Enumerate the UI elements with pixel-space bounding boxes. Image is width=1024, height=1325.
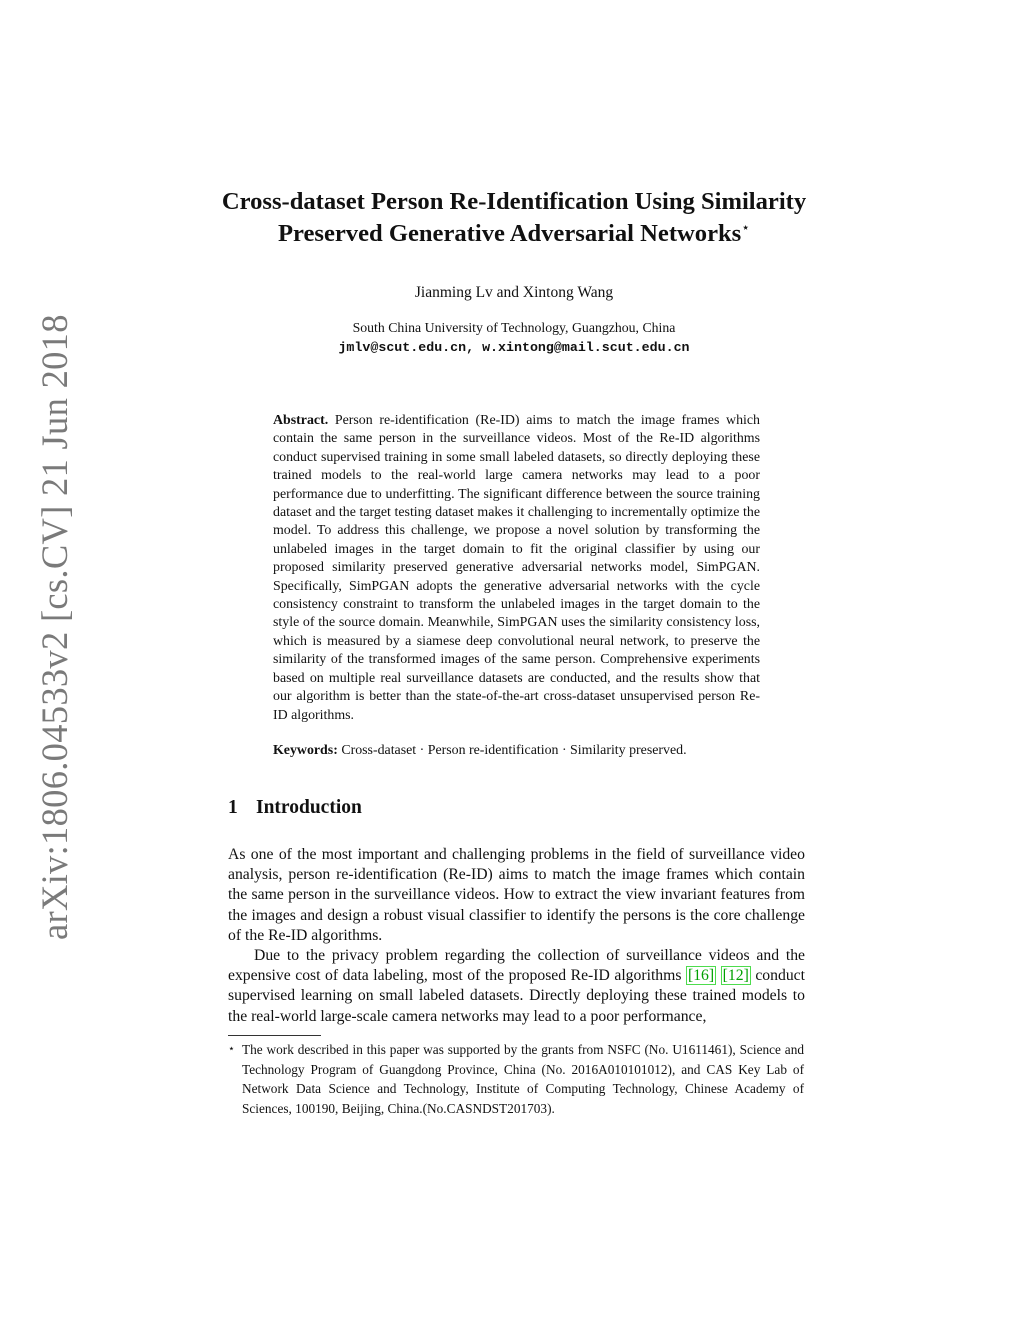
section-heading-introduction	[228, 797, 362, 819]
paragraph-2-text-before: Due to the privacy problem regarding the collection of surveillance videos and the expensive cost of data labeling, most of the proposed Re-ID algorithms	[228, 947, 805, 985]
affiliation: South China University of Technology, Guangzhou, China	[352, 320, 676, 335]
intro-paragraph-2	[228, 946, 805, 1027]
keywords	[273, 742, 760, 760]
paragraph-2-text-after: conduct supervised learning on small labeled datasets. Directly deploying these trained models to the real-world large-scale camera networks may lead to a poor performance,	[228, 967, 805, 1025]
author-list: Jianming Lv and Xintong Wang	[414, 284, 614, 301]
abstract-label: Abstract.	[273, 413, 329, 428]
footnote-text: The work described in this paper was supported by the grants from NSFC (No. U1611461), Science and Technology Program of Guangdong Province, China (No. 2016A010101012), and CAS Key Lab of Network Data Science and Technology, Institute of Computing Technology, Chinese Academy of Sciences, 100190, Beijing, China.(No.CASNDST201703).	[242, 1042, 804, 1116]
section-number: 1	[228, 797, 238, 818]
abstract-text: Person re-identification (Re-ID) aims to match the image frames which contain the same person in the surveillance videos. Most of the Re-ID algorithms conduct supervised training in some small labeled datasets, so directly deploying these trained models to the real-world large camera networks may lead to a poor performance due to underfitting. The significant difference between the source training dataset and the target testing dataset makes it challenging to incrementally optimize the model. To address this challenge, we propose a novel solution by transforming the unlabeled images in the target domain to fit the original classifier by using our proposed similarity preserved generative adversarial networks model, SimPGAN. Specifically, SimPGAN adopts the generative adversarial networks with the cycle consistency constraint to transform the unlabeled images in the target domain to the style of the source domain. Meanwhile, SimPGAN uses the similarity consistency loss, which is measured by a siamese deep convolutional neural network, to preserve the similarity of the transformed images of the same person. Comprehensive experiments based on multiple real surveillance datasets are conducted, and the results show that our algorithm is better than the state-of-the-art cross-dataset unsupervised person Re-ID algorithms.	[273, 413, 760, 723]
arxiv-identifier-stamp: arXiv:1806.04533v2 [cs.CV] 21 Jun 2018	[34, 314, 75, 940]
author-emails: jmlv@scut.edu.cn, w.xintong@mail.scut.edu.cn	[338, 340, 690, 355]
intro-paragraph-1: As one of the most important and challenging problems in the field of surveillance video analysis, person re-identification (Re-ID) aims to match the image frames which contain the same person in the surveillance videos. How to extract the view invariant features from the images and design a robust visual classifier to identify the persons is the core challenge of the Re-ID algorithms.	[228, 846, 805, 944]
title-line-2: Preserved Generative Adversarial Networks	[277, 220, 742, 247]
title-line-1: Cross-dataset Person Re-Identification Using Similarity	[221, 188, 807, 215]
section-title: Introduction	[256, 797, 362, 818]
keywords-label: Keywords:	[273, 743, 338, 758]
abstract	[273, 412, 760, 725]
footnote-divider	[228, 1035, 321, 1036]
citation-link-12[interactable]: [12]	[722, 967, 749, 985]
footnote	[228, 1040, 805, 1118]
citation-link-16[interactable]: [16]	[687, 967, 715, 985]
title-footnote-mark: ⋆	[741, 221, 751, 236]
footnote-mark: ⋆	[228, 1043, 235, 1055]
keywords-text: Cross-dataset · Person re-identification · Similarity preserved.	[341, 743, 687, 758]
paper-title	[200, 186, 828, 250]
